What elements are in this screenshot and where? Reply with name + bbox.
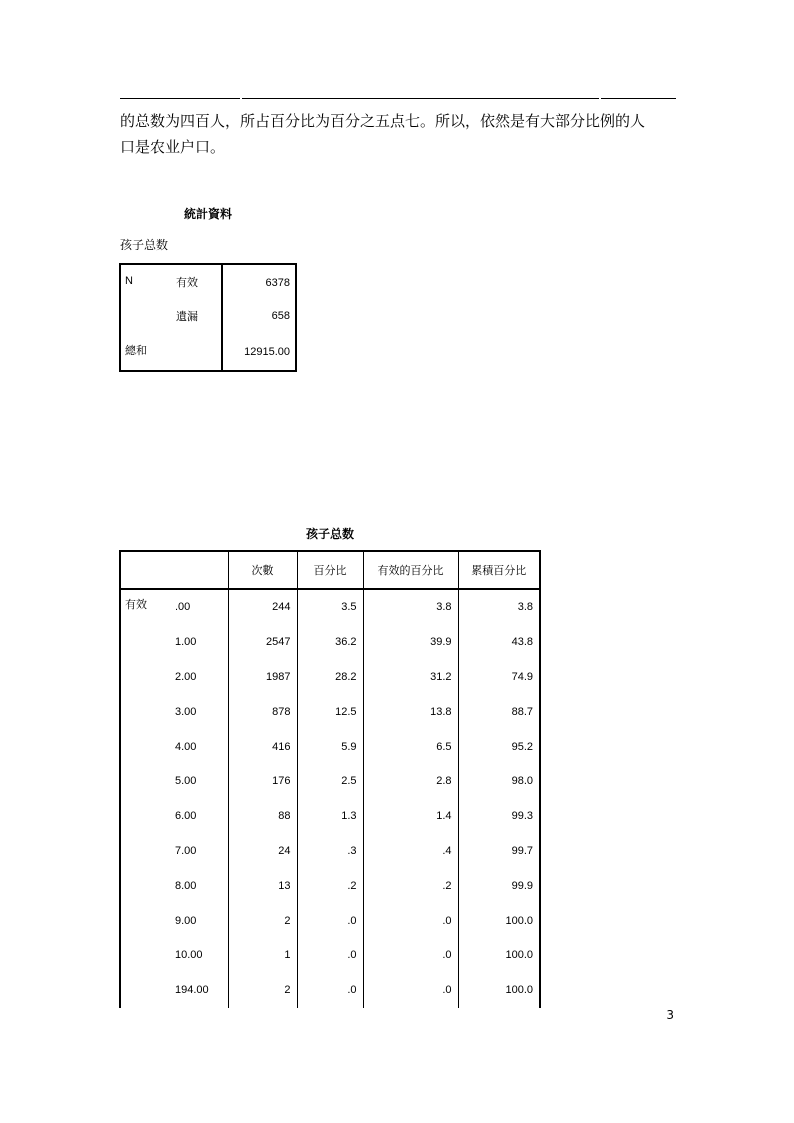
- frequency-row: [120, 729, 540, 764]
- row-cumulative-percent: 74.9: [458, 660, 540, 695]
- statistics-divider: [221, 265, 223, 370]
- row-cumulative-percent: 100.0: [458, 903, 540, 938]
- row-percent: .2: [297, 868, 363, 903]
- row-percent: 5.9: [297, 729, 363, 764]
- header-count: 次數: [228, 551, 297, 589]
- row-valid-percent: .0: [363, 938, 458, 973]
- frequency-row: [120, 764, 540, 799]
- page-number: 3: [666, 1008, 674, 1022]
- valid-value: 6378: [265, 277, 290, 289]
- row-count: 13: [228, 868, 297, 903]
- row-percent: 1.3: [297, 799, 363, 834]
- row-cumulative-percent: 100.0: [458, 938, 540, 973]
- missing-label: 遺漏: [176, 310, 198, 323]
- sum-value: 12915.00: [244, 346, 290, 358]
- row-valid-percent: 13.8: [363, 694, 458, 729]
- row-percent: 2.5: [297, 764, 363, 799]
- row-cumulative-percent: 95.2: [458, 729, 540, 764]
- header-valid-percent: 有效的百分比: [363, 551, 458, 589]
- row-valid-percent: 3.8: [363, 589, 458, 625]
- missing-value: 658: [271, 310, 290, 322]
- row-valid-percent: 2.8: [363, 764, 458, 799]
- row-percent: .0: [297, 938, 363, 973]
- row-value: 6.00: [170, 799, 228, 834]
- row-value: 3.00: [170, 694, 228, 729]
- frequency-row: [120, 694, 540, 729]
- frequency-row: [120, 625, 540, 660]
- row-percent: 12.5: [297, 694, 363, 729]
- sum-label: 總和: [125, 344, 147, 357]
- row-count: 1: [228, 938, 297, 973]
- row-count: 416: [228, 729, 297, 764]
- row-percent: 3.5: [297, 589, 363, 625]
- row-valid-percent: .0: [363, 903, 458, 938]
- statistics-title: 統計資料: [183, 207, 232, 221]
- valid-label: 有效: [176, 276, 198, 289]
- row-value: 7.00: [170, 834, 228, 869]
- row-value: 5.00: [170, 764, 228, 799]
- row-value: 1.00: [170, 625, 228, 660]
- frequency-row: [120, 799, 540, 834]
- row-cumulative-percent: 100.0: [458, 973, 540, 1008]
- row-value: 9.00: [170, 903, 228, 938]
- row-value: 4.00: [170, 729, 228, 764]
- header-cumulative-percent: 累積百分比: [458, 551, 540, 589]
- row-count: 24: [228, 834, 297, 869]
- frequency-row: [120, 589, 540, 625]
- row-count: 2547: [228, 625, 297, 660]
- row-count: 878: [228, 694, 297, 729]
- n-label: N: [125, 275, 133, 287]
- header-empty: [120, 551, 228, 589]
- row-percent: 28.2: [297, 660, 363, 695]
- frequency-row: [120, 834, 540, 869]
- row-valid-percent: 6.5: [363, 729, 458, 764]
- row-valid-percent: 31.2: [363, 660, 458, 695]
- row-cumulative-percent: 99.7: [458, 834, 540, 869]
- row-cumulative-percent: 99.9: [458, 868, 540, 903]
- row-value: 2.00: [170, 660, 228, 695]
- statistics-table: [119, 263, 297, 372]
- header-rule: [120, 98, 676, 99]
- row-cumulative-percent: 88.7: [458, 694, 540, 729]
- body-paragraph: [120, 108, 680, 160]
- frequency-row: [120, 868, 540, 903]
- row-valid-percent: 39.9: [363, 625, 458, 660]
- valid-group-label: 有效: [120, 589, 170, 1008]
- row-count: 88: [228, 799, 297, 834]
- row-percent: .0: [297, 903, 363, 938]
- row-count: 2: [228, 903, 297, 938]
- row-cumulative-percent: 3.8: [458, 589, 540, 625]
- row-cumulative-percent: 99.3: [458, 799, 540, 834]
- paragraph-line-1: 的总数为四百人，所占百分比为百分之五点七。所以，依然是有大部分比例的人: [120, 112, 646, 130]
- paragraph-line-2: 口是农业户口。: [120, 138, 226, 156]
- row-value: 8.00: [170, 868, 228, 903]
- frequency-row: [120, 903, 540, 938]
- row-count: 1987: [228, 660, 297, 695]
- frequency-row: [120, 660, 540, 695]
- row-count: 2: [228, 973, 297, 1008]
- frequency-title: 孩子总数: [305, 527, 354, 541]
- row-count: 244: [228, 589, 297, 625]
- row-value: 10.00: [170, 938, 228, 973]
- frequency-row: [120, 938, 540, 973]
- header-percent: 百分比: [297, 551, 363, 589]
- frequency-table: [119, 550, 541, 1008]
- row-valid-percent: .4: [363, 834, 458, 869]
- row-percent: .3: [297, 834, 363, 869]
- row-valid-percent: .2: [363, 868, 458, 903]
- row-count: 176: [228, 764, 297, 799]
- row-value: 194.00: [170, 973, 228, 1008]
- row-percent: .0: [297, 973, 363, 1008]
- row-value: .00: [170, 589, 228, 625]
- row-cumulative-percent: 98.0: [458, 764, 540, 799]
- frequency-row: [120, 973, 540, 1008]
- row-percent: 36.2: [297, 625, 363, 660]
- frequency-body: [120, 589, 540, 1008]
- frequency-header-row: [120, 551, 540, 589]
- row-valid-percent: 1.4: [363, 799, 458, 834]
- row-cumulative-percent: 43.8: [458, 625, 540, 660]
- statistics-variable-label: 孩子总数: [120, 238, 169, 252]
- row-valid-percent: .0: [363, 973, 458, 1008]
